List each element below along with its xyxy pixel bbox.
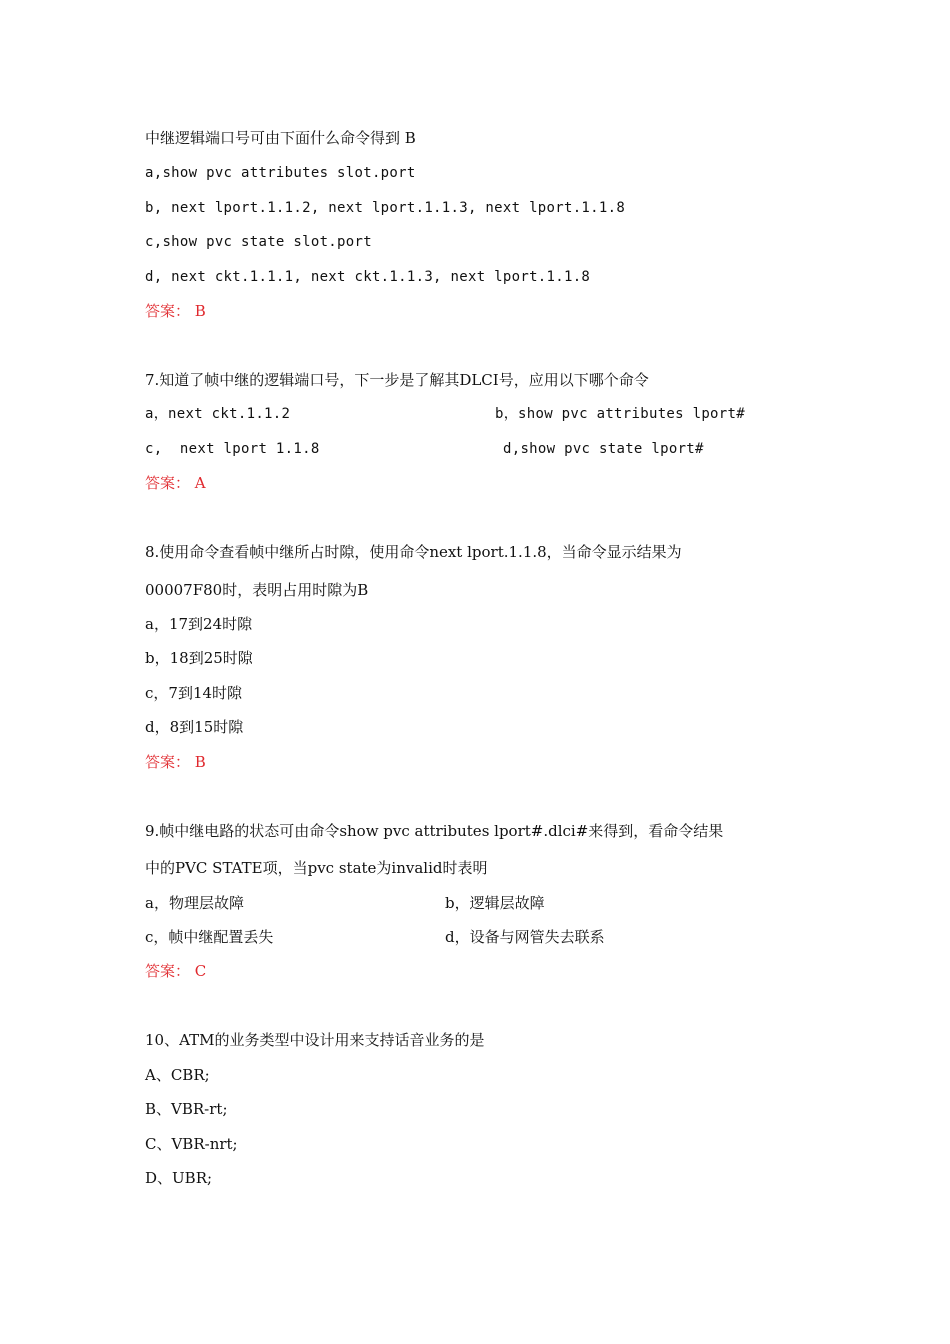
question-7-option-c: c, next lport 1.1.8 — [145, 441, 320, 457]
question-6-stem: 中继逻辑端口号可由下面什么命令得到 B — [145, 129, 416, 147]
question-9-option-d: d，设备与网管失去联系 — [445, 928, 605, 946]
question-9-option-a: a，物理层故障 — [145, 894, 244, 912]
question-10-option-b: B、VBR-rt; — [145, 1100, 228, 1118]
question-6-option-b: b, next lport.1.1.2, next lport.1.1.3, next lport.1.1.8 — [145, 200, 626, 216]
question-7-option-a: a，next ckt.1.1.2 — [145, 406, 291, 422]
question-9-option-c: c，帧中继配置丢失 — [145, 928, 274, 946]
question-8-option-a: a，17到24时隙 — [145, 615, 253, 633]
question-7-answer: 答案： A — [145, 474, 206, 492]
question-10-option-c: C、VBR-nrt; — [145, 1135, 238, 1153]
question-8-option-c: c，7到14时隙 — [145, 684, 243, 702]
question-8-stem-line-2: 00007F80时，表明占用时隙为B — [145, 581, 369, 599]
question-10-option-d: D、UBR; — [145, 1169, 213, 1187]
question-7-option-b: b，show pvc attributes lport# — [495, 406, 745, 422]
question-6-answer: 答案： B — [145, 302, 206, 320]
question-8-answer: 答案： B — [145, 753, 206, 771]
question-8-option-b: b，18到25时隙 — [145, 649, 253, 667]
question-10-stem: 10、ATM的业务类型中设计用来支持话音业务的是 — [145, 1031, 485, 1049]
question-7-stem: 7.知道了帧中继的逻辑端口号，下一步是了解其DLCI号，应用以下哪个命令 — [145, 371, 649, 389]
question-9-option-b: b，逻辑层故障 — [445, 894, 545, 912]
question-10-option-a: A、CBR; — [145, 1066, 210, 1084]
question-7-option-d: d,show pvc state lport# — [503, 441, 704, 457]
question-9-stem-line-2: 中的PVC STATE项，当pvc state为invalid时表明 — [145, 859, 488, 877]
question-6-option-c: c,show pvc state slot.port — [145, 234, 372, 250]
question-6-option-d: d, next ckt.1.1.1, next ckt.1.1.3, next lport.1.1.8 — [145, 269, 591, 285]
question-8-option-d: d，8到15时隙 — [145, 718, 244, 736]
question-6-option-a: a,show pvc attributes slot.port — [145, 165, 416, 181]
question-8-stem-line-1: 8.使用命令查看帧中继所占时隙，使用命令next lport.1.1.8，当命令显示结果为 — [145, 543, 682, 561]
question-9-stem-line-1: 9.帧中继电路的状态可由命令show pvc attributes lport#.dlci#来得到，看命令结果 — [145, 822, 724, 840]
question-9-answer: 答案： C — [145, 962, 207, 980]
